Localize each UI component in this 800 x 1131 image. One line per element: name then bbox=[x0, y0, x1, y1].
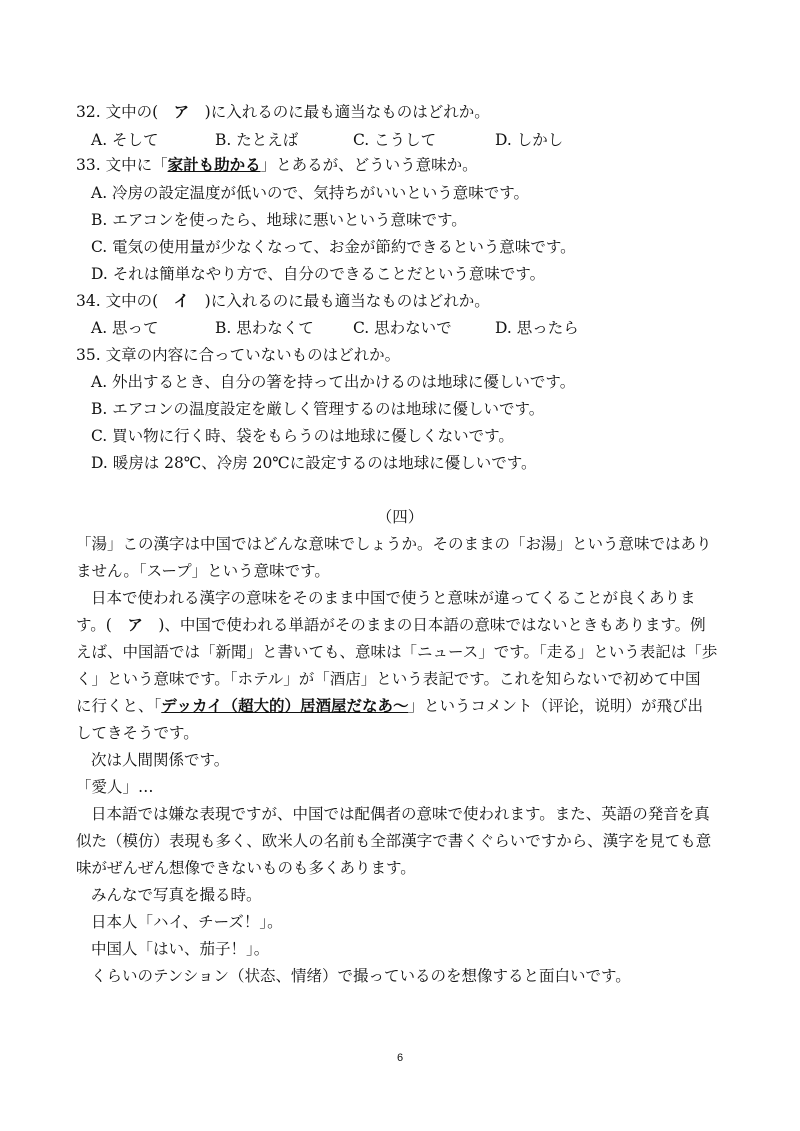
q35-option-c: C. 買い物に行く時、袋をもらうのは地球に優しくないです。 bbox=[91, 427, 514, 445]
passage-line-7 bbox=[76, 696, 726, 716]
passage-line-17: くらいのテンション（状态、情绪）で撮っているのを想像すると面白いです。 bbox=[91, 967, 631, 985]
page-number: 6 bbox=[396, 1052, 404, 1064]
q34-text-a: 34. 文中の( bbox=[76, 292, 159, 310]
q34-blank-mark: イ bbox=[158, 291, 205, 310]
question-35-stem: 35. 文章の内容に合っていないものはどれか。 bbox=[76, 346, 401, 364]
q32-option-d: D. しかし bbox=[495, 131, 564, 149]
passage-line-10: 「愛人」… bbox=[76, 778, 154, 796]
passage-line-4-a: す。( bbox=[76, 616, 112, 634]
passage-line-16: 中国人「はい、茄子！」。 bbox=[91, 940, 270, 958]
passage-line-7-b: 」というコメント（评论，说明）が飛び出 bbox=[408, 697, 704, 715]
q34-option-c: C. 思わないで bbox=[353, 319, 452, 337]
passage-line-1: 「湯」この漢字は中国ではどんな意味でしょうか。そのままの「お湯」という意味ではあり bbox=[76, 535, 712, 553]
question-33-stem bbox=[76, 155, 478, 175]
passage-line-14: みんなで写真を撮る時。 bbox=[91, 886, 262, 904]
q32-option-c: C. こうして bbox=[353, 131, 437, 149]
passage-line-8: してきそうです。 bbox=[76, 724, 199, 742]
q33-option-d: D. それは簡単なやり方で、自分のできることだという意味です。 bbox=[91, 265, 546, 283]
question-32-stem bbox=[76, 102, 490, 122]
q32-text-a: 32. 文中の( bbox=[76, 103, 159, 121]
q33-text-b: 」とあるが、どういう意味か。 bbox=[260, 156, 478, 174]
q32-text-b: )に入れるのに最も適当なものはどれか。 bbox=[204, 103, 490, 121]
q34-option-d: D. 思ったら bbox=[495, 319, 579, 337]
q34-text-b: )に入れるのに最も適当なものはどれか。 bbox=[204, 292, 490, 310]
passage-line-4-b: )、中国で使われる単語がそのままの日本語の意味ではないときもあります。例 bbox=[158, 616, 706, 634]
passage-line-5: えば、中国語では「新聞」と書いても、意味は「ニュース」です。「走る」という表記は「歩 bbox=[76, 643, 718, 661]
q33-text-a: 33. 文中に「 bbox=[76, 156, 168, 174]
q35-option-a: A. 外出するとき、自分の箸を持って出かけるのは地球に優しいです。 bbox=[91, 373, 576, 391]
q32-blank-mark: ア bbox=[158, 102, 205, 121]
passage-line-7-a: に行くと、「 bbox=[76, 697, 162, 715]
q35-option-b: B. エアコンの温度設定を厳しく管理するのは地球に優しいです。 bbox=[91, 400, 545, 418]
passage-line-6: く」という意味です。「ホテル」が「酒店」という表記です。これを知らないで初めて中国 bbox=[76, 670, 701, 688]
passage-line-11: 日本語では嫌な表現ですが、中国では配偶者の意味で使われます。また、英語の発音を真 bbox=[91, 805, 710, 823]
passage-line-9: 次は人間関係です。 bbox=[91, 751, 230, 769]
q33-option-b: B. エアコンを使ったら、地球に悪いという意味です。 bbox=[91, 211, 467, 229]
passage-underlined-phrase: デッカイ（超大的）居酒屋だなあ～ bbox=[161, 696, 409, 715]
q32-option-a: A. そして bbox=[91, 131, 159, 149]
q34-option-a: A. 思って bbox=[91, 319, 159, 337]
q33-underlined-phrase: 家計も助かる bbox=[167, 155, 261, 174]
q33-option-c: C. 電気の使用量が少なくなって、お金が節約できるという意味です。 bbox=[91, 238, 576, 256]
passage-line-3: 日本で使われる漢字の意味をそのまま中国で使うと意味が違ってくることが良くありま bbox=[91, 589, 696, 607]
q33-option-a: A. 冷房の設定温度が低いので、気持ちがいいという意味です。 bbox=[91, 184, 529, 202]
passage-line-13: 味がぜんぜん想像できないものも多くあります。 bbox=[76, 859, 416, 877]
section-title: （四） bbox=[376, 508, 424, 526]
passage-blank-mark: ア bbox=[111, 615, 159, 634]
passage-line-15: 日本人「ハイ、チーズ！」。 bbox=[91, 913, 283, 931]
passage-line-12: 似た（模仿）表現も多く、欧米人の名前も全部漢字で書くぐらいですから、漢字を見ても意 bbox=[76, 832, 712, 850]
passage-line-2: ません。「スープ」という意味です。 bbox=[76, 562, 330, 580]
q32-option-b: B. たとえば bbox=[215, 131, 299, 149]
q35-option-d: D. 暖房は 28℃、冷房 20℃に設定するのは地球に優しいです。 bbox=[91, 454, 537, 472]
passage-line-4 bbox=[76, 615, 726, 635]
question-34-stem bbox=[76, 291, 490, 311]
q34-option-b: B. 思わなくて bbox=[215, 319, 314, 337]
